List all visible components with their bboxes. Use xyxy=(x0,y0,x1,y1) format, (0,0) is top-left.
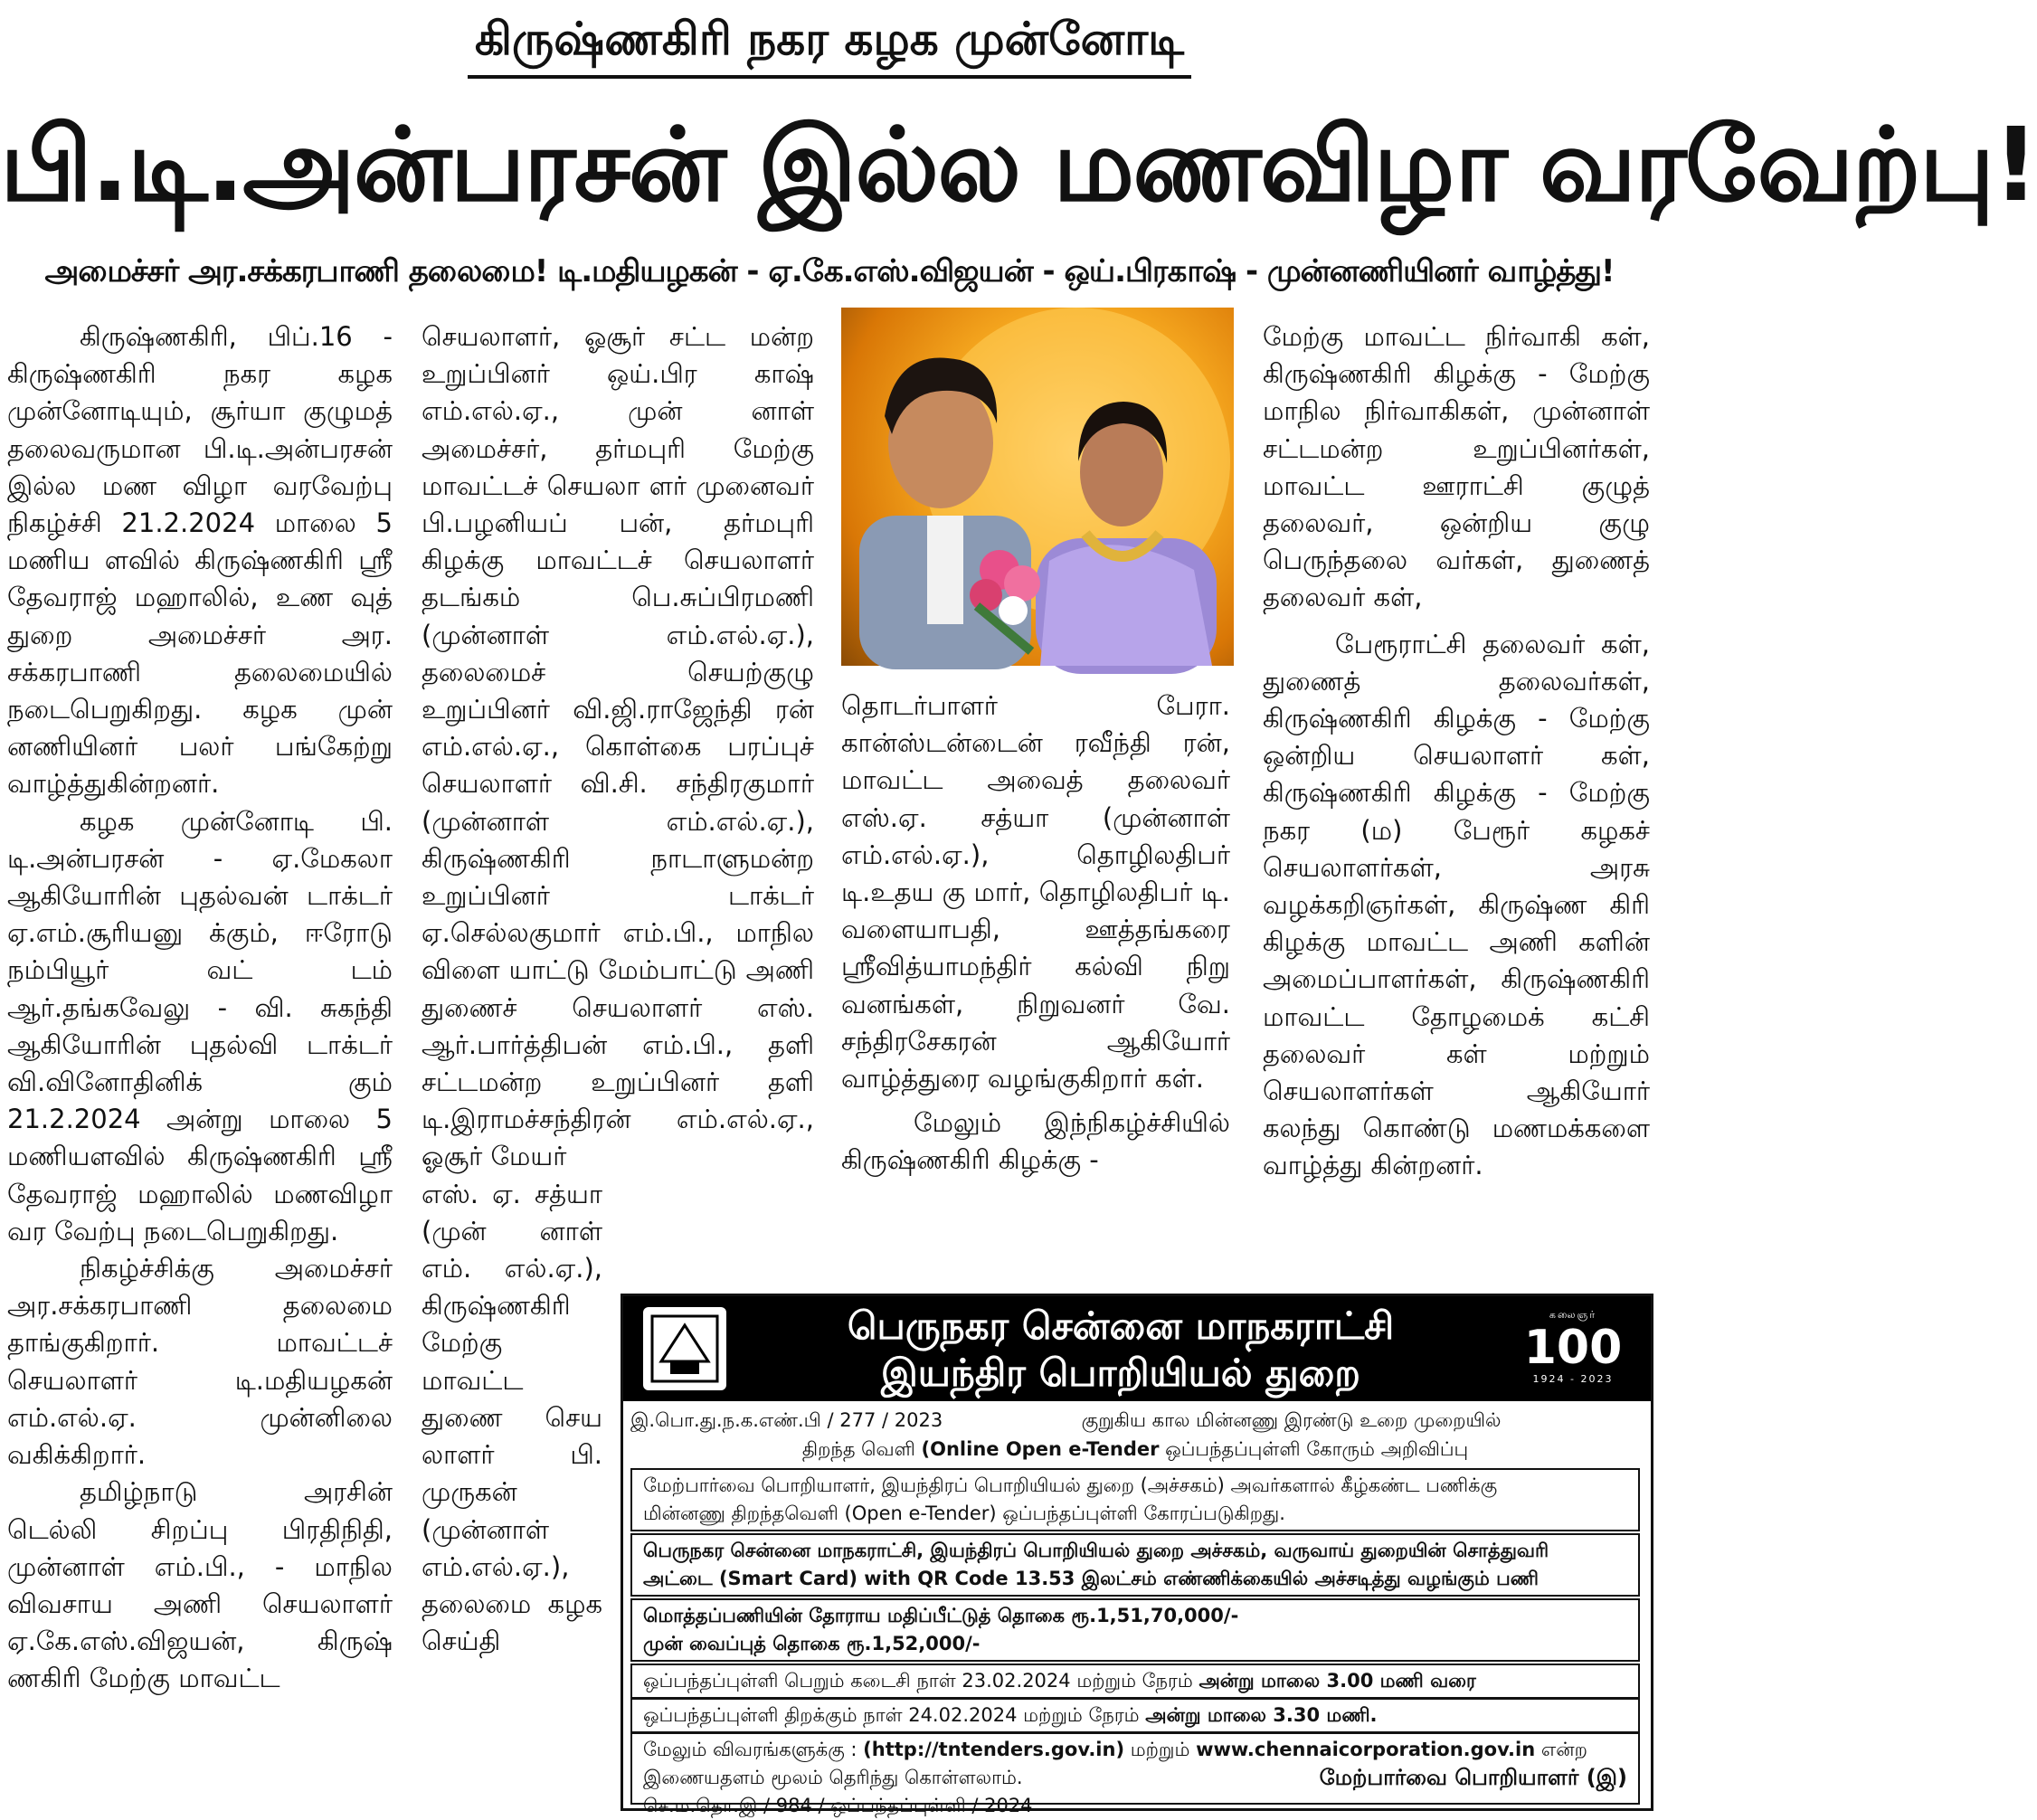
couple-photo-illustration xyxy=(841,308,1234,666)
col1-para-3: நிகழ்ச்சிக்கு அமைச்சர் அர.சக்கரபாணி தலைமை தாங்குகிறார். மாவட்டச் செயலாளர் டி.மதியழகன் எம்.எல்.ஏ. முன்னிலை வகிக்கிறார். xyxy=(7,1253,393,1471)
ad-notice-line-1 xyxy=(630,1407,1640,1435)
ad-box-1-line-1: மேற்பார்வை பொறியாளர், இயந்திரப் பொறியியல் துறை (அச்சகம்) அவர்களால் கீழ்கண்ட பணிக்கு xyxy=(643,1474,1498,1496)
ad-box-6 xyxy=(630,1732,1640,1816)
ad-last-time: அன்று மாலை 3.00 மணி வரை xyxy=(1199,1670,1476,1692)
ad-deposit: முன் வைப்புத் தொகை ரூ.1,52,000/- xyxy=(643,1633,981,1654)
ad-notice-2b: (Online Open e-Tender xyxy=(921,1438,1160,1460)
article-column-1 xyxy=(7,318,393,1698)
ad-signature: மேற்பார்வை பொறியாளர் (இ) xyxy=(1319,1765,1627,1790)
ad-and-text: மற்றும் xyxy=(1124,1739,1197,1760)
col1-para-4: தமிழ்நாடு அரசின் டெல்லி சிறப்பு பிரதிநிதி, முன்னாள் எம்.பி., - மாநில விவசாய அணி செயலாளர் ஏ.கே.எஸ்.விஜயன், கிருஷ் ணகிரி மேற்கு மாவட்ட xyxy=(7,1476,393,1694)
article-column-4 xyxy=(1263,318,1650,1185)
ad-title-line-1: பெருநகர சென்னை மாநகராட்சி xyxy=(847,1303,1395,1348)
col1-para-1: கிருஷ்ணகிரி, பிப்.16 - கிருஷ்ணகிரி நகர கழக முன்னோடியும், சூர்யா குழுமத் தலைவருமான பி.டி.அன்பரசன் இல்ல மண விழா வரவேற்பு நிகழ்ச்சி 21.2.2024 மாலை 5 மணிய ளவில் கிருஷ்ணகிரி ஸ்ரீ தேவராஜ் மஹாலில், உண வுத் துறை அமைச்சர் அர. சக்கரபாணி தலைமையில் நடைபெறுகிறது. கழக முன் னணியினர் பலர் பங்கேற்று வாழ்த்துகின்றனர். xyxy=(7,321,393,800)
ad-notice-2a: திறந்த வெளி xyxy=(801,1438,922,1460)
ad-box-3 xyxy=(630,1598,1640,1662)
col4-para-1: மேற்கு மாவட்ட நிர்வாகி கள், கிருஷ்ணகிரி கிழக்கு - மேற்கு மாநில நிர்வாகிகள், முன்னாள் சட்டமன்ற உறுப்பினர்கள், மாவட்ட ஊராட்சி குழுத் தலைவர், ஒன்றிய குழு பெருந்தலை வர்கள், துணைத் தலைவர் கள், xyxy=(1263,321,1650,613)
ad-header xyxy=(623,1296,1651,1401)
badge-years: 1924 - 2023 xyxy=(1532,1373,1614,1385)
ad-open-time: அன்று மாலை 3.30 மணி. xyxy=(1145,1704,1378,1726)
ad-website-note: இணையதளம் மூலம் தெரிந்து கொள்ளலாம். xyxy=(643,1767,1023,1788)
col3-para-1: தொடர்பாளர் பேரா. கான்ஸ்டன்டைன் ரவீந்தி ரன், மாவட்ட அவைத் தலைவர் எஸ்.ஏ. சத்யா (முன்னாள் எம்.எல்.ஏ.), தொழிலதிபர் டி.உதய கு மார், தொழிலதிபர் டி. வளையாபதி, ஊத்தங்கரை ஸ்ரீவித்யாமந்திர் கல்வி நிறு வனங்கள், நிறுவனர் வே. சந்திரசேகரன் ஆகியோர் வாழ்த்துரை வழங்குகிறார் கள். xyxy=(841,690,1230,1095)
kalaignar-100-badge xyxy=(1513,1309,1633,1385)
ad-box-2-line-2: அட்டை (Smart Card) with QR Code 13.53 இலட்சம் எண்ணிக்கையில் அச்சடித்து வழங்கும் பணி xyxy=(643,1568,1539,1589)
subheadline: அமைச்சர் அர.சக்கரபாணி தலைமை! டி.மதியழகன் - ஏ.கே.எஸ்.விஜயன் - ஒய்.பிரகாஷ் - முன்னணியினர் வாழ்த்து! xyxy=(44,253,1615,289)
col4-para-2: பேரூராட்சி தலைவர் கள், துணைத் தலைவர்கள், கிருஷ்ணகிரி கிழக்கு - மேற்கு ஒன்றிய செயலாளர் கள், கிருஷ்ணகிரி கிழக்கு - மேற்கு நகர (ம) பேரூர் கழகச் செயலாளர்கள், அரசு வழக்கறிஞர்கள், கிருஷ்ண கிரி கிழக்கு மாவட்ட அணி களின் அமைப்பாளர்கள், கிருஷ்ணகிரி மாவட்ட தோழமைக் கட்சி தலைவர் கள் மற்றும் செயலாளர்கள் ஆகியோர் கலந்து கொண்டு மணமக்களை வாழ்த்து கின்றனர். xyxy=(1263,628,1650,1181)
col2-para-2: எஸ். ஏ. சத்யா (முன் னாள் எம். எல்.ஏ.), கிருஷ்ணகிரி மேற்கு மாவட்ட துணை செய லாளர் பி. முருகன் (முன்னாள் எம்.எல்.ஏ.), தலைமை கழக செய்தி xyxy=(422,1178,602,1657)
ad-notice-2c: ஒப்பந்தப்புள்ளி கோரும் அறிவிப்பு xyxy=(1159,1438,1469,1460)
ad-box-4 xyxy=(630,1664,1640,1699)
ad-box-2-line-1: பெருநகர சென்னை மாநகராட்சி, இயந்திரப் பொறியியல் துறை அச்சகம், வருவாய் துறையின் சொத்துவரி xyxy=(643,1540,1549,1561)
headline: பி.டி.அன்பரசன் இல்ல மணவிழா வரவேற்பு! xyxy=(0,107,2037,224)
ad-box-5 xyxy=(630,1698,1640,1733)
ad-footer-ref: செ.ம.தொ.இ / 984 / ஒப்பந்தப்புள்ளி / 2024 xyxy=(643,1795,1033,1816)
corporation-emblem-icon xyxy=(643,1307,726,1390)
ad-open-date: ஒப்பந்தப்புள்ளி திறக்கும் நாள் 24.02.2024 மற்றும் நேரம் xyxy=(643,1704,1146,1726)
col1-para-2: கழக முன்னோடி பி. டி.அன்பரசன் - ஏ.மேகலா ஆகியோரின் புதல்வன் டாக்டர் ஏ.எம்.சூரியனு க்கும், ஈரோடு நம்பியூர் வட் டம் ஆர்.தங்கவேலு - வி. சுகந்தி ஆகியோரின் புதல்வி டாக்டர் வி.வினோதினிக் கும் 21.2.2024 அன்று மாலை 5 மணியளவில் கிருஷ்ணகிரி ஸ்ரீ தேவராஜ் மஹாலில் மணவிழா வர வேற்பு நடைபெறுகிறது. xyxy=(7,805,393,1247)
ad-suffix-text: என்ற xyxy=(1535,1739,1587,1760)
article-column-3 xyxy=(841,687,1230,1180)
ad-notice-line-2 xyxy=(630,1436,1640,1464)
couple-photo xyxy=(841,308,1234,666)
ad-box-1-line-2: மின்னணு திறந்தவெளி (Open e-Tender) ஒப்பந்தப்புள்ளி கோரப்படுகிறது. xyxy=(643,1502,1285,1524)
col3-para-2: மேலும் இந்நிகழ்ச்சியில் கிருஷ்ணகிரி கிழக்கு - xyxy=(841,1107,1230,1176)
tender-advertisement xyxy=(621,1294,1653,1816)
ad-corporation-link[interactable]: www.chennaicorporation.gov.in xyxy=(1196,1739,1536,1760)
ad-ref-number: இ.பொ.து.ந.க.எண்.பி / 277 / 2023 xyxy=(630,1409,943,1431)
ad-tntenders-link[interactable]: (http://tntenders.gov.in) xyxy=(863,1739,1125,1760)
ad-box-1 xyxy=(630,1468,1640,1531)
badge-small-text: கலைஞர் xyxy=(1549,1309,1597,1321)
col2-para-1: செயலாளர், ஓசூர் சட்ட மன்ற உறுப்பினர் ஒய்.பிர காஷ் எம்.எல்.ஏ., முன் னாள் அமைச்சர், தர்மபுரி மேற்கு மாவட்டச் செயலா ளர் முனைவர் பி.பழனியப் பன், தர்மபுரி கிழக்கு மாவட்டச் செயலாளர் தடங்கம் பெ.சுப்பிரமணி (முன்னாள் எம்.எல்.ஏ.), தலைமைச் செயற்குழு உறுப்பினர் வி.ஜி.ராஜேந்தி ரன் எம்.எல்.ஏ., கொள்கை பரப்புச் செயலாளர் வி.சி. சந்திரகுமார் (முன்னாள் எம்.எல்.ஏ.), கிருஷ்ணகிரி நாடாளுமன்ற உறுப்பினர் டாக்டர் ஏ.செல்லகுமார் எம்.பி., மாநில விளை யாட்டு மேம்பாட்டு அணி துணைச் செயலாளர் எஸ். ஆர்.பார்த்திபன் எம்.பி., தளி சட்டமன்ற உறுப்பினர் தளி டி.இராமச்சந்திரன் எம்.எல்.ஏ., ஓசூர் மேயர் xyxy=(422,321,814,1172)
ad-notice-text-1: குறுகிய கால மின்னணு இரண்டு உறை முறையில் xyxy=(1081,1409,1502,1431)
ad-last-date: ஒப்பந்தப்புள்ளி பெறும் கடைசி நாள் 23.02.2024 மற்றும் நேரம் xyxy=(643,1670,1199,1692)
ad-estimate: மொத்தப்பணியின் தோராய மதிப்பீட்டுத் தொகை ரூ.1,51,70,000/- xyxy=(643,1605,1239,1626)
ad-title-line-2: இயந்திர பொறியியல் துறை xyxy=(881,1351,1360,1395)
kicker-banner xyxy=(0,13,1659,79)
ad-details-label: மேலும் விவரங்களுக்கு : xyxy=(643,1739,864,1760)
badge-100-text: 100 xyxy=(1523,1321,1623,1375)
kicker-text: கிருஷ்ணகிரி நகர கழக முன்னோடி xyxy=(468,13,1191,79)
ad-box-2 xyxy=(630,1533,1640,1597)
